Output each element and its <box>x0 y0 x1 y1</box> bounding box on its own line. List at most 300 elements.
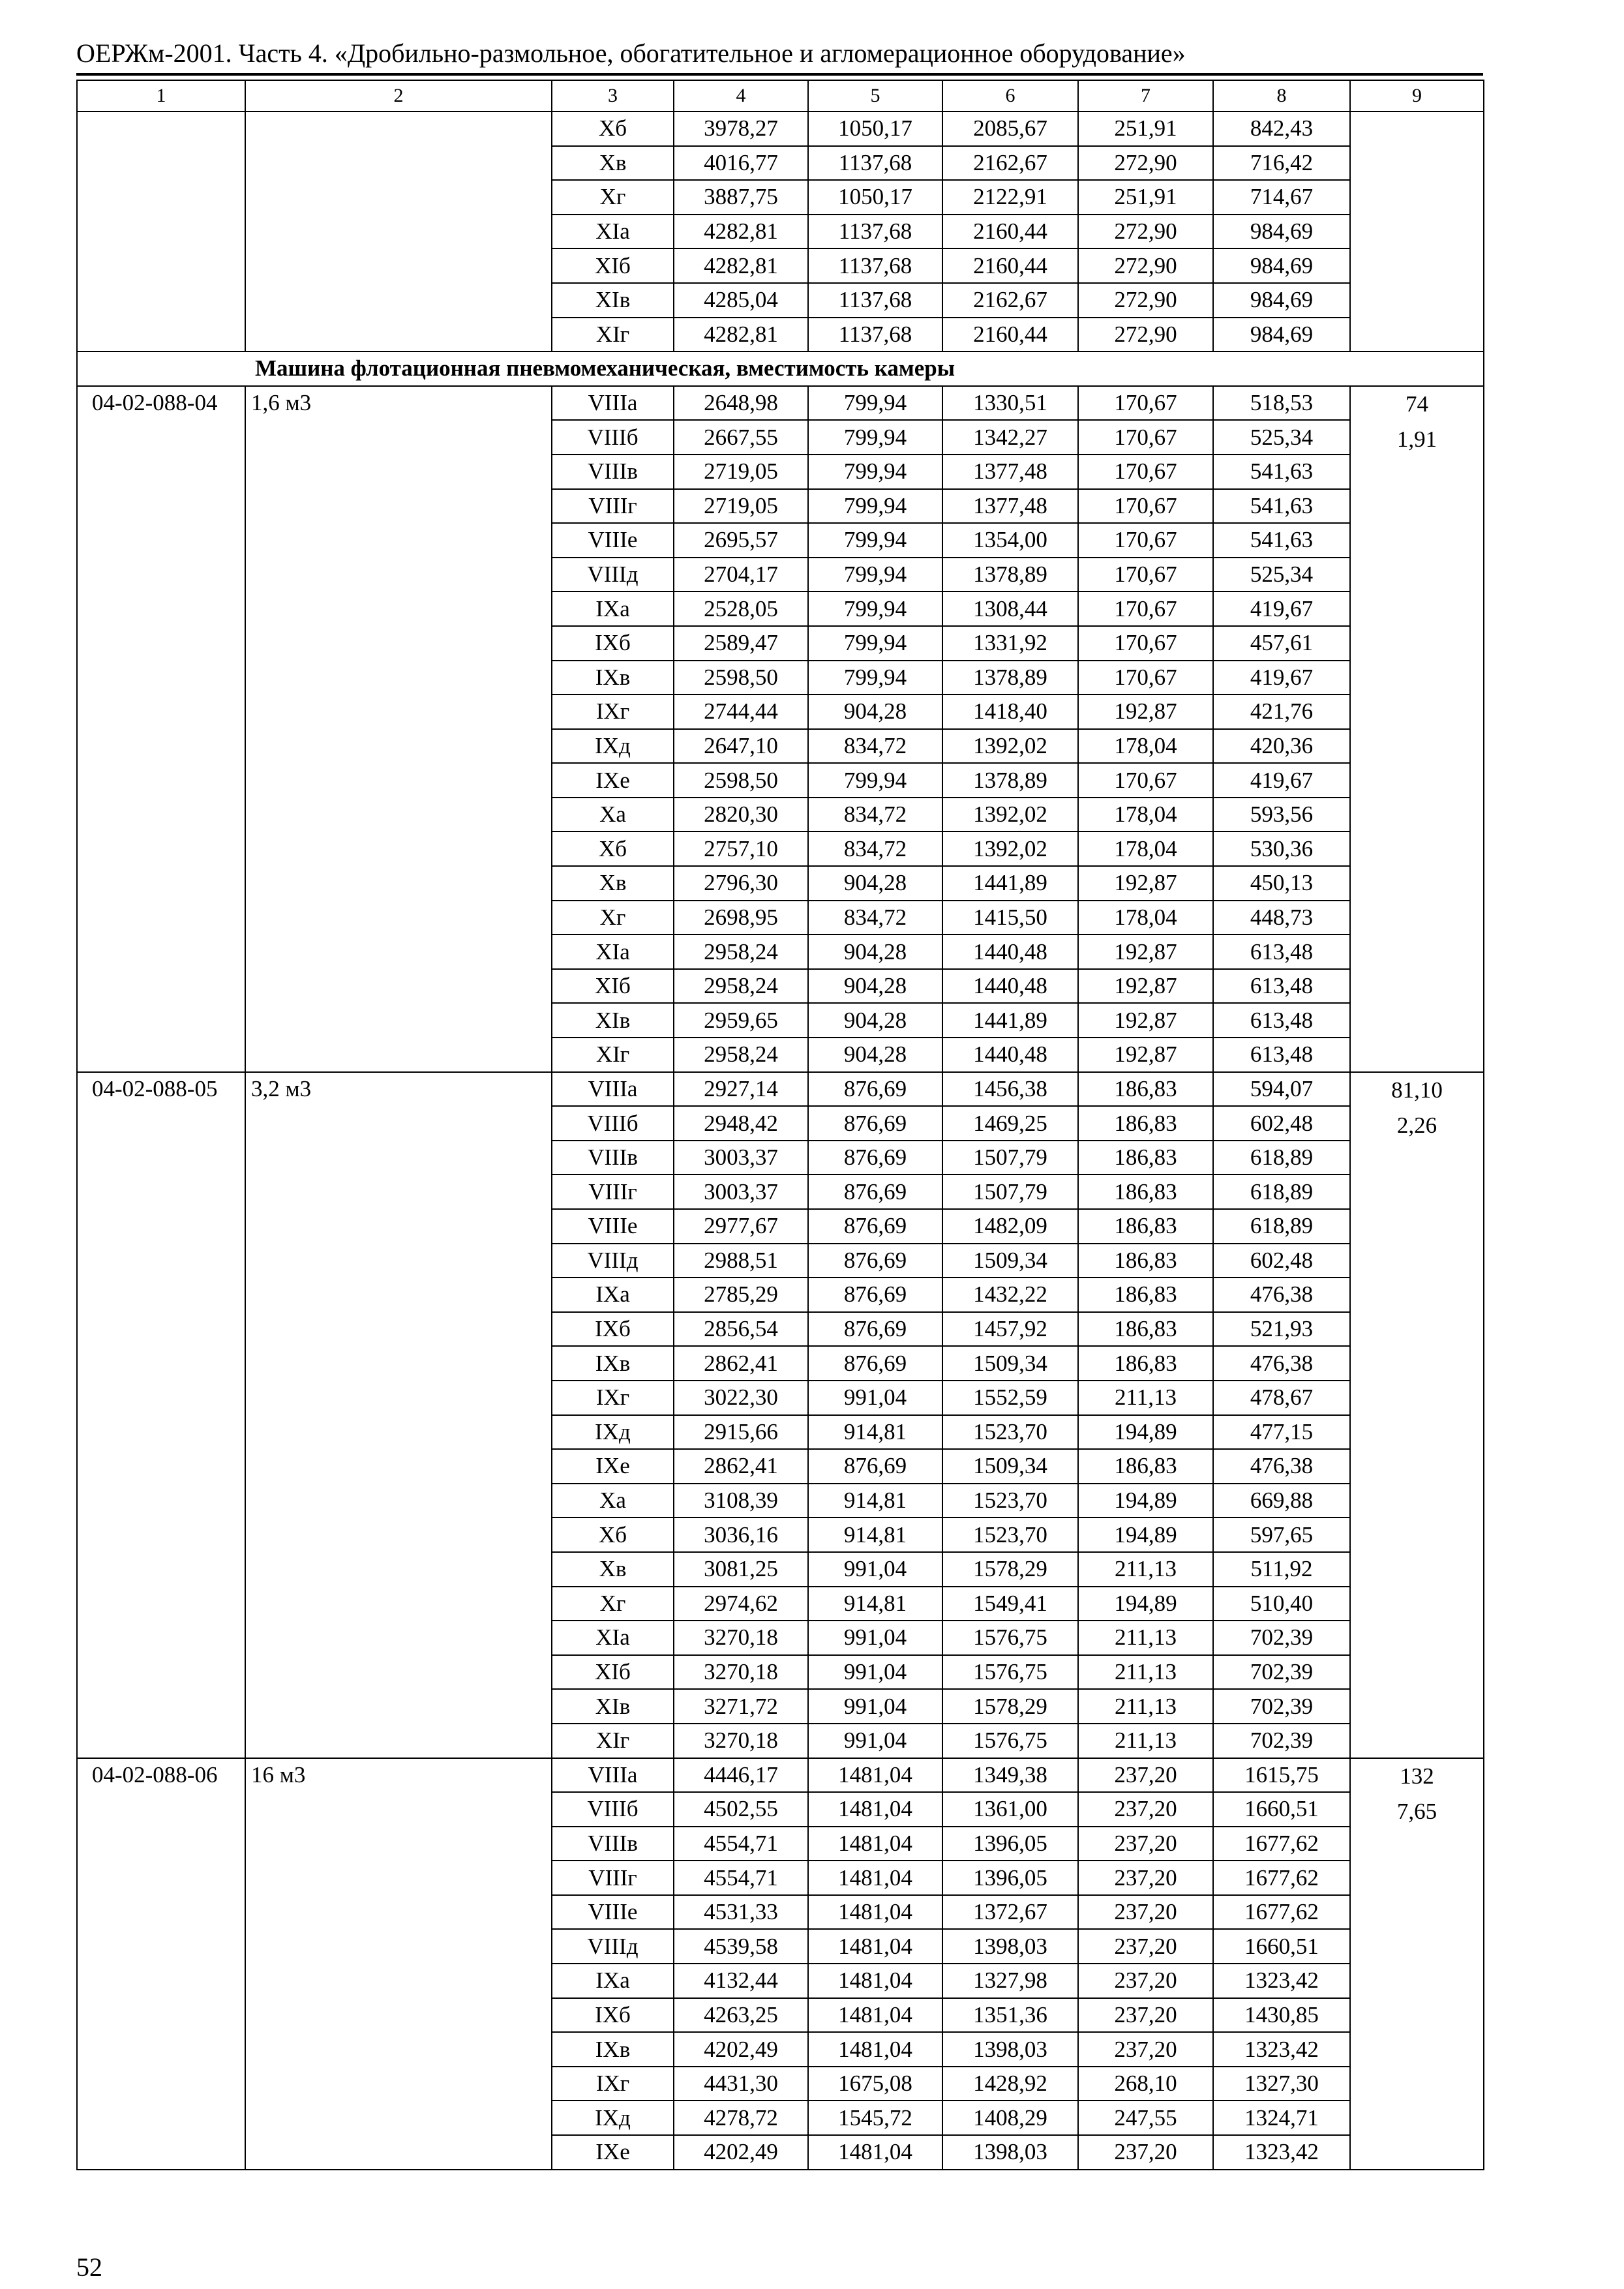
value-cell: 1351,36 <box>942 1998 1078 2033</box>
value-cell: 2160,44 <box>942 248 1078 283</box>
value-cell: 211,13 <box>1078 1655 1213 1690</box>
code-cell <box>77 112 245 352</box>
value-cell: 1509,34 <box>942 1244 1078 1278</box>
value-cell: 1440,48 <box>942 969 1078 1004</box>
column-number: 7 <box>1078 80 1213 112</box>
value-cell: 2598,50 <box>674 763 808 798</box>
value-cell: 1523,70 <box>942 1518 1078 1552</box>
value-cell: 419,67 <box>1213 591 1350 626</box>
zone-cell: VIIIе <box>552 523 674 558</box>
value-cell: 1408,29 <box>942 2101 1078 2135</box>
value-cell: 984,69 <box>1213 318 1350 352</box>
value-cell: 518,53 <box>1213 386 1350 421</box>
value-cell: 1481,04 <box>808 1792 942 1827</box>
value-cell: 3271,72 <box>674 1689 808 1724</box>
table-row <box>77 386 1484 421</box>
value-cell: 1576,75 <box>942 1621 1078 1655</box>
value-cell: 530,36 <box>1213 831 1350 866</box>
col9-value: 2,26 <box>1396 1113 1437 1139</box>
value-cell: 448,73 <box>1213 901 1350 935</box>
value-cell: 1576,75 <box>942 1655 1078 1690</box>
value-cell: 272,90 <box>1078 146 1213 181</box>
value-cell: 186,83 <box>1078 1141 1213 1175</box>
value-cell: 211,13 <box>1078 1621 1213 1655</box>
value-cell: 613,48 <box>1213 1003 1350 1038</box>
value-cell: 602,48 <box>1213 1244 1350 1278</box>
zone-cell: VIIIг <box>552 1861 674 1895</box>
rate-code: 04-02-088-06 <box>77 1758 245 2170</box>
value-cell: 268,10 <box>1078 2067 1213 2101</box>
value-cell: 1576,75 <box>942 1724 1078 1758</box>
value-cell: 1481,04 <box>808 1895 942 1930</box>
value-cell: 876,69 <box>808 1449 942 1484</box>
zone-cell: IХг <box>552 695 674 729</box>
zone-cell: IХв <box>552 1346 674 1381</box>
column-number: 1 <box>77 80 245 112</box>
section-row <box>77 352 1484 386</box>
column-number: 6 <box>942 80 1078 112</box>
value-cell: 2160,44 <box>942 215 1078 249</box>
zone-cell: VIIIв <box>552 1827 674 1861</box>
value-cell: 1432,22 <box>942 1278 1078 1312</box>
value-cell: 991,04 <box>808 1655 942 1690</box>
value-cell: 511,92 <box>1213 1552 1350 1587</box>
zone-cell: VIIIе <box>552 1895 674 1930</box>
value-cell: 914,81 <box>808 1415 942 1450</box>
value-cell: 541,63 <box>1213 523 1350 558</box>
value-cell: 1615,75 <box>1213 1758 1350 1793</box>
value-cell: 1377,48 <box>942 455 1078 489</box>
value-cell: 2959,65 <box>674 1003 808 1038</box>
value-cell: 702,39 <box>1213 1621 1350 1655</box>
value-cell: 1323,42 <box>1213 1964 1350 1998</box>
value-cell: 842,43 <box>1213 112 1350 146</box>
value-cell: 237,20 <box>1078 1895 1213 1930</box>
value-cell: 170,67 <box>1078 455 1213 489</box>
value-cell: 237,20 <box>1078 2032 1213 2067</box>
value-cell: 1396,05 <box>942 1861 1078 1895</box>
value-cell: 186,83 <box>1078 1278 1213 1312</box>
zone-cell: Хг <box>552 1587 674 1621</box>
value-cell: 4554,71 <box>674 1827 808 1861</box>
value-cell: 510,40 <box>1213 1587 1350 1621</box>
value-cell: 1137,68 <box>808 146 942 181</box>
value-cell: 1330,51 <box>942 386 1078 421</box>
value-cell: 1457,92 <box>942 1312 1078 1347</box>
value-cell: 876,69 <box>808 1174 942 1209</box>
value-cell: 4502,55 <box>674 1792 808 1827</box>
value-cell: 4554,71 <box>674 1861 808 1895</box>
col9-value: 74 <box>1406 391 1428 417</box>
value-cell: 251,91 <box>1078 180 1213 215</box>
value-cell: 237,20 <box>1078 1861 1213 1895</box>
value-cell: 1392,02 <box>942 831 1078 866</box>
value-cell: 991,04 <box>808 1724 942 1758</box>
value-cell: 1349,38 <box>942 1758 1078 1793</box>
value-cell: 272,90 <box>1078 318 1213 352</box>
zone-cell: ХIг <box>552 1724 674 1758</box>
value-cell: 876,69 <box>808 1106 942 1141</box>
zone-cell: ХIв <box>552 283 674 318</box>
value-cell: 237,20 <box>1078 1758 1213 1793</box>
value-cell: 4539,58 <box>674 1929 808 1964</box>
value-cell: 1578,29 <box>942 1689 1078 1724</box>
value-cell: 1137,68 <box>808 248 942 283</box>
value-cell: 669,88 <box>1213 1484 1350 1518</box>
page-number: 52 <box>76 2252 102 2282</box>
zone-cell: ХIг <box>552 1038 674 1072</box>
value-cell: 178,04 <box>1078 901 1213 935</box>
column-number: 4 <box>674 80 808 112</box>
column-number-row <box>77 80 1484 112</box>
value-cell: 2820,30 <box>674 798 808 832</box>
value-cell: 2948,42 <box>674 1106 808 1141</box>
zone-cell: IХг <box>552 1381 674 1415</box>
zone-cell: Хб <box>552 831 674 866</box>
value-cell: 1323,42 <box>1213 2135 1350 2170</box>
value-cell: 618,89 <box>1213 1174 1350 1209</box>
zone-cell: IХд <box>552 1415 674 1450</box>
value-cell: 477,15 <box>1213 1415 1350 1450</box>
value-cell: 1378,89 <box>942 661 1078 695</box>
value-cell: 904,28 <box>808 866 942 901</box>
value-cell: 2958,24 <box>674 969 808 1004</box>
col9-cell <box>1350 1072 1484 1758</box>
value-cell: 2927,14 <box>674 1072 808 1107</box>
value-cell: 420,36 <box>1213 729 1350 764</box>
col9-cell <box>1350 1758 1484 2170</box>
zone-cell: VIIIд <box>552 558 674 592</box>
value-cell: 2695,57 <box>674 523 808 558</box>
value-cell: 170,67 <box>1078 763 1213 798</box>
value-cell: 478,67 <box>1213 1381 1350 1415</box>
zone-cell: VIIIб <box>552 1106 674 1141</box>
value-cell: 170,67 <box>1078 386 1213 421</box>
value-cell: 914,81 <box>808 1518 942 1552</box>
value-cell: 597,65 <box>1213 1518 1350 1552</box>
value-cell: 192,87 <box>1078 866 1213 901</box>
zone-cell: VIIIа <box>552 1758 674 1793</box>
value-cell: 272,90 <box>1078 283 1213 318</box>
value-cell: 876,69 <box>808 1072 942 1107</box>
value-cell: 1675,08 <box>808 2067 942 2101</box>
value-cell: 613,48 <box>1213 1038 1350 1072</box>
col9-value: 81,10 <box>1391 1077 1443 1103</box>
value-cell: 192,87 <box>1078 935 1213 969</box>
value-cell: 4282,81 <box>674 248 808 283</box>
value-cell: 799,94 <box>808 489 942 524</box>
value-cell: 1549,41 <box>942 1587 1078 1621</box>
value-cell: 170,67 <box>1078 558 1213 592</box>
zone-cell: IХа <box>552 1964 674 1998</box>
value-cell: 170,67 <box>1078 523 1213 558</box>
value-cell: 1441,89 <box>942 866 1078 901</box>
value-cell: 1509,34 <box>942 1449 1078 1484</box>
value-cell: 984,69 <box>1213 215 1350 249</box>
value-cell: 2162,67 <box>942 283 1078 318</box>
value-cell: 1398,03 <box>942 2135 1078 2170</box>
column-number: 5 <box>808 80 942 112</box>
value-cell: 4202,49 <box>674 2135 808 2170</box>
zone-cell: VIIIе <box>552 1209 674 1244</box>
value-cell: 2785,29 <box>674 1278 808 1312</box>
value-cell: 1677,62 <box>1213 1827 1350 1861</box>
value-cell: 192,87 <box>1078 1003 1213 1038</box>
value-cell: 541,63 <box>1213 489 1350 524</box>
value-cell: 1578,29 <box>942 1552 1078 1587</box>
value-cell: 2719,05 <box>674 489 808 524</box>
column-number: 8 <box>1213 80 1350 112</box>
col9-cell <box>1350 112 1484 352</box>
value-cell: 618,89 <box>1213 1141 1350 1175</box>
zone-cell: Хб <box>552 1518 674 1552</box>
value-cell: 419,67 <box>1213 661 1350 695</box>
value-cell: 2647,10 <box>674 729 808 764</box>
zone-cell: Хв <box>552 866 674 901</box>
value-cell: 186,83 <box>1078 1346 1213 1381</box>
zone-cell: Хв <box>552 146 674 181</box>
value-cell: 4446,17 <box>674 1758 808 1793</box>
value-cell: 3108,39 <box>674 1484 808 1518</box>
value-cell: 1660,51 <box>1213 1929 1350 1964</box>
zone-cell: VIIIа <box>552 386 674 421</box>
value-cell: 613,48 <box>1213 935 1350 969</box>
value-cell: 450,13 <box>1213 866 1350 901</box>
value-cell: 1361,00 <box>942 1792 1078 1827</box>
value-cell: 1398,03 <box>942 1929 1078 1964</box>
value-cell: 194,89 <box>1078 1587 1213 1621</box>
value-cell: 2862,41 <box>674 1449 808 1484</box>
value-cell: 4531,33 <box>674 1895 808 1930</box>
value-cell: 3978,27 <box>674 112 808 146</box>
zone-cell: IХг <box>552 2067 674 2101</box>
zone-cell: VIIIб <box>552 420 674 455</box>
rates-table <box>76 80 1484 2170</box>
value-cell: 476,38 <box>1213 1278 1350 1312</box>
value-cell: 799,94 <box>808 763 942 798</box>
zone-cell: VIIIг <box>552 1174 674 1209</box>
value-cell: 876,69 <box>808 1209 942 1244</box>
value-cell: 4263,25 <box>674 1998 808 2033</box>
value-cell: 272,90 <box>1078 215 1213 249</box>
value-cell: 594,07 <box>1213 1072 1350 1107</box>
value-cell: 1677,62 <box>1213 1895 1350 1930</box>
zone-cell: ХIв <box>552 1003 674 1038</box>
zone-cell: Ха <box>552 798 674 832</box>
value-cell: 991,04 <box>808 1552 942 1587</box>
value-cell: 991,04 <box>808 1621 942 1655</box>
value-cell: 1523,70 <box>942 1415 1078 1450</box>
value-cell: 1396,05 <box>942 1827 1078 1861</box>
value-cell: 991,04 <box>808 1689 942 1724</box>
zone-cell: VIIIд <box>552 1244 674 1278</box>
value-cell: 1440,48 <box>942 1038 1078 1072</box>
value-cell: 237,20 <box>1078 1929 1213 1964</box>
value-cell: 991,04 <box>808 1381 942 1415</box>
value-cell: 2757,10 <box>674 831 808 866</box>
value-cell: 170,67 <box>1078 420 1213 455</box>
value-cell: 904,28 <box>808 969 942 1004</box>
zone-cell: IХб <box>552 626 674 661</box>
value-cell: 876,69 <box>808 1141 942 1175</box>
column-number: 2 <box>245 80 552 112</box>
value-cell: 2162,67 <box>942 146 1078 181</box>
zone-cell: ХIа <box>552 935 674 969</box>
value-cell: 1392,02 <box>942 729 1078 764</box>
rate-code: 04-02-088-04 <box>77 386 245 1072</box>
value-cell: 799,94 <box>808 523 942 558</box>
col9-cell <box>1350 386 1484 1072</box>
value-cell: 211,13 <box>1078 1381 1213 1415</box>
value-cell: 1428,92 <box>942 2067 1078 2101</box>
value-cell: 186,83 <box>1078 1174 1213 1209</box>
value-cell: 419,67 <box>1213 763 1350 798</box>
value-cell: 237,20 <box>1078 1998 1213 2033</box>
value-cell: 1507,79 <box>942 1141 1078 1175</box>
value-cell: 714,67 <box>1213 180 1350 215</box>
zone-cell: ХIг <box>552 318 674 352</box>
value-cell: 799,94 <box>808 661 942 695</box>
value-cell: 799,94 <box>808 626 942 661</box>
value-cell: 194,89 <box>1078 1518 1213 1552</box>
value-cell: 799,94 <box>808 386 942 421</box>
value-cell: 984,69 <box>1213 283 1350 318</box>
value-cell: 1327,30 <box>1213 2067 1350 2101</box>
value-cell: 613,48 <box>1213 969 1350 1004</box>
value-cell: 186,83 <box>1078 1072 1213 1107</box>
value-cell: 186,83 <box>1078 1449 1213 1484</box>
zone-cell: VIIIг <box>552 489 674 524</box>
value-cell: 1323,42 <box>1213 2032 1350 2067</box>
zone-cell: IХб <box>552 1312 674 1347</box>
value-cell: 1378,89 <box>942 558 1078 592</box>
value-cell: 2958,24 <box>674 1038 808 1072</box>
value-cell: 237,20 <box>1078 2135 1213 2170</box>
value-cell: 702,39 <box>1213 1655 1350 1690</box>
value-cell: 2598,50 <box>674 661 808 695</box>
value-cell: 186,83 <box>1078 1312 1213 1347</box>
value-cell: 4285,04 <box>674 283 808 318</box>
value-cell: 2667,55 <box>674 420 808 455</box>
value-cell: 876,69 <box>808 1278 942 1312</box>
value-cell: 1523,70 <box>942 1484 1078 1518</box>
zone-cell: IХе <box>552 2135 674 2170</box>
value-cell: 1137,68 <box>808 318 942 352</box>
zone-cell: IХе <box>552 1449 674 1484</box>
value-cell: 170,67 <box>1078 626 1213 661</box>
value-cell: 186,83 <box>1078 1106 1213 1141</box>
zone-cell: IХе <box>552 763 674 798</box>
value-cell: 4282,81 <box>674 215 808 249</box>
value-cell: 1331,92 <box>942 626 1078 661</box>
value-cell: 251,91 <box>1078 112 1213 146</box>
value-cell: 1050,17 <box>808 112 942 146</box>
value-cell: 525,34 <box>1213 558 1350 592</box>
value-cell: 192,87 <box>1078 1038 1213 1072</box>
zone-cell: VIIIа <box>552 1072 674 1107</box>
value-cell: 702,39 <box>1213 1724 1350 1758</box>
value-cell: 2122,91 <box>942 180 1078 215</box>
value-cell: 1440,48 <box>942 935 1078 969</box>
value-cell: 3270,18 <box>674 1655 808 1690</box>
value-cell: 4016,77 <box>674 146 808 181</box>
zone-cell: ХIб <box>552 969 674 1004</box>
col9-value: 7,65 <box>1396 1799 1437 1825</box>
value-cell: 834,72 <box>808 901 942 935</box>
value-cell: 1481,04 <box>808 1861 942 1895</box>
value-cell: 3887,75 <box>674 180 808 215</box>
value-cell: 914,81 <box>808 1587 942 1621</box>
value-cell: 4202,49 <box>674 2032 808 2067</box>
value-cell: 3081,25 <box>674 1552 808 1587</box>
value-cell: 2862,41 <box>674 1346 808 1381</box>
value-cell: 904,28 <box>808 695 942 729</box>
value-cell: 1342,27 <box>942 420 1078 455</box>
value-cell: 4282,81 <box>674 318 808 352</box>
value-cell: 1507,79 <box>942 1174 1078 1209</box>
value-cell: 799,94 <box>808 591 942 626</box>
value-cell: 876,69 <box>808 1244 942 1278</box>
value-cell: 716,42 <box>1213 146 1350 181</box>
zone-cell: VIIIб <box>552 1792 674 1827</box>
value-cell: 1137,68 <box>808 215 942 249</box>
value-cell: 4132,44 <box>674 1964 808 1998</box>
value-cell: 170,67 <box>1078 661 1213 695</box>
value-cell: 904,28 <box>808 1003 942 1038</box>
value-cell: 1660,51 <box>1213 1792 1350 1827</box>
value-cell: 2856,54 <box>674 1312 808 1347</box>
value-cell: 593,56 <box>1213 798 1350 832</box>
value-cell: 1481,04 <box>808 2135 942 2170</box>
value-cell: 2988,51 <box>674 1244 808 1278</box>
value-cell: 3270,18 <box>674 1621 808 1655</box>
zone-cell: ХIа <box>552 215 674 249</box>
value-cell: 457,61 <box>1213 626 1350 661</box>
value-cell: 237,20 <box>1078 1792 1213 1827</box>
value-cell: 186,83 <box>1078 1244 1213 1278</box>
value-cell: 1392,02 <box>942 798 1078 832</box>
value-cell: 2915,66 <box>674 1415 808 1450</box>
value-cell: 2528,05 <box>674 591 808 626</box>
value-cell: 2796,30 <box>674 866 808 901</box>
value-cell: 1430,85 <box>1213 1998 1350 2033</box>
value-cell: 541,63 <box>1213 455 1350 489</box>
value-cell: 618,89 <box>1213 1209 1350 1244</box>
value-cell: 3022,30 <box>674 1381 808 1415</box>
value-cell: 211,13 <box>1078 1724 1213 1758</box>
value-cell: 1137,68 <box>808 283 942 318</box>
zone-cell: Хв <box>552 1552 674 1587</box>
value-cell: 1481,04 <box>808 1964 942 1998</box>
column-number: 3 <box>552 80 674 112</box>
value-cell: 194,89 <box>1078 1484 1213 1518</box>
value-cell: 1050,17 <box>808 180 942 215</box>
value-cell: 2974,62 <box>674 1587 808 1621</box>
value-cell: 525,34 <box>1213 420 1350 455</box>
zone-cell: IХа <box>552 1278 674 1312</box>
zone-cell: ХIа <box>552 1621 674 1655</box>
rate-code: 04-02-088-05 <box>77 1072 245 1758</box>
value-cell: 2160,44 <box>942 318 1078 352</box>
zone-cell: Хг <box>552 180 674 215</box>
value-cell: 2589,47 <box>674 626 808 661</box>
value-cell: 476,38 <box>1213 1346 1350 1381</box>
value-cell: 237,20 <box>1078 1827 1213 1861</box>
value-cell: 2977,67 <box>674 1209 808 1244</box>
value-cell: 4278,72 <box>674 2101 808 2135</box>
value-cell: 702,39 <box>1213 1689 1350 1724</box>
rate-name: 16 м3 <box>245 1758 552 2170</box>
